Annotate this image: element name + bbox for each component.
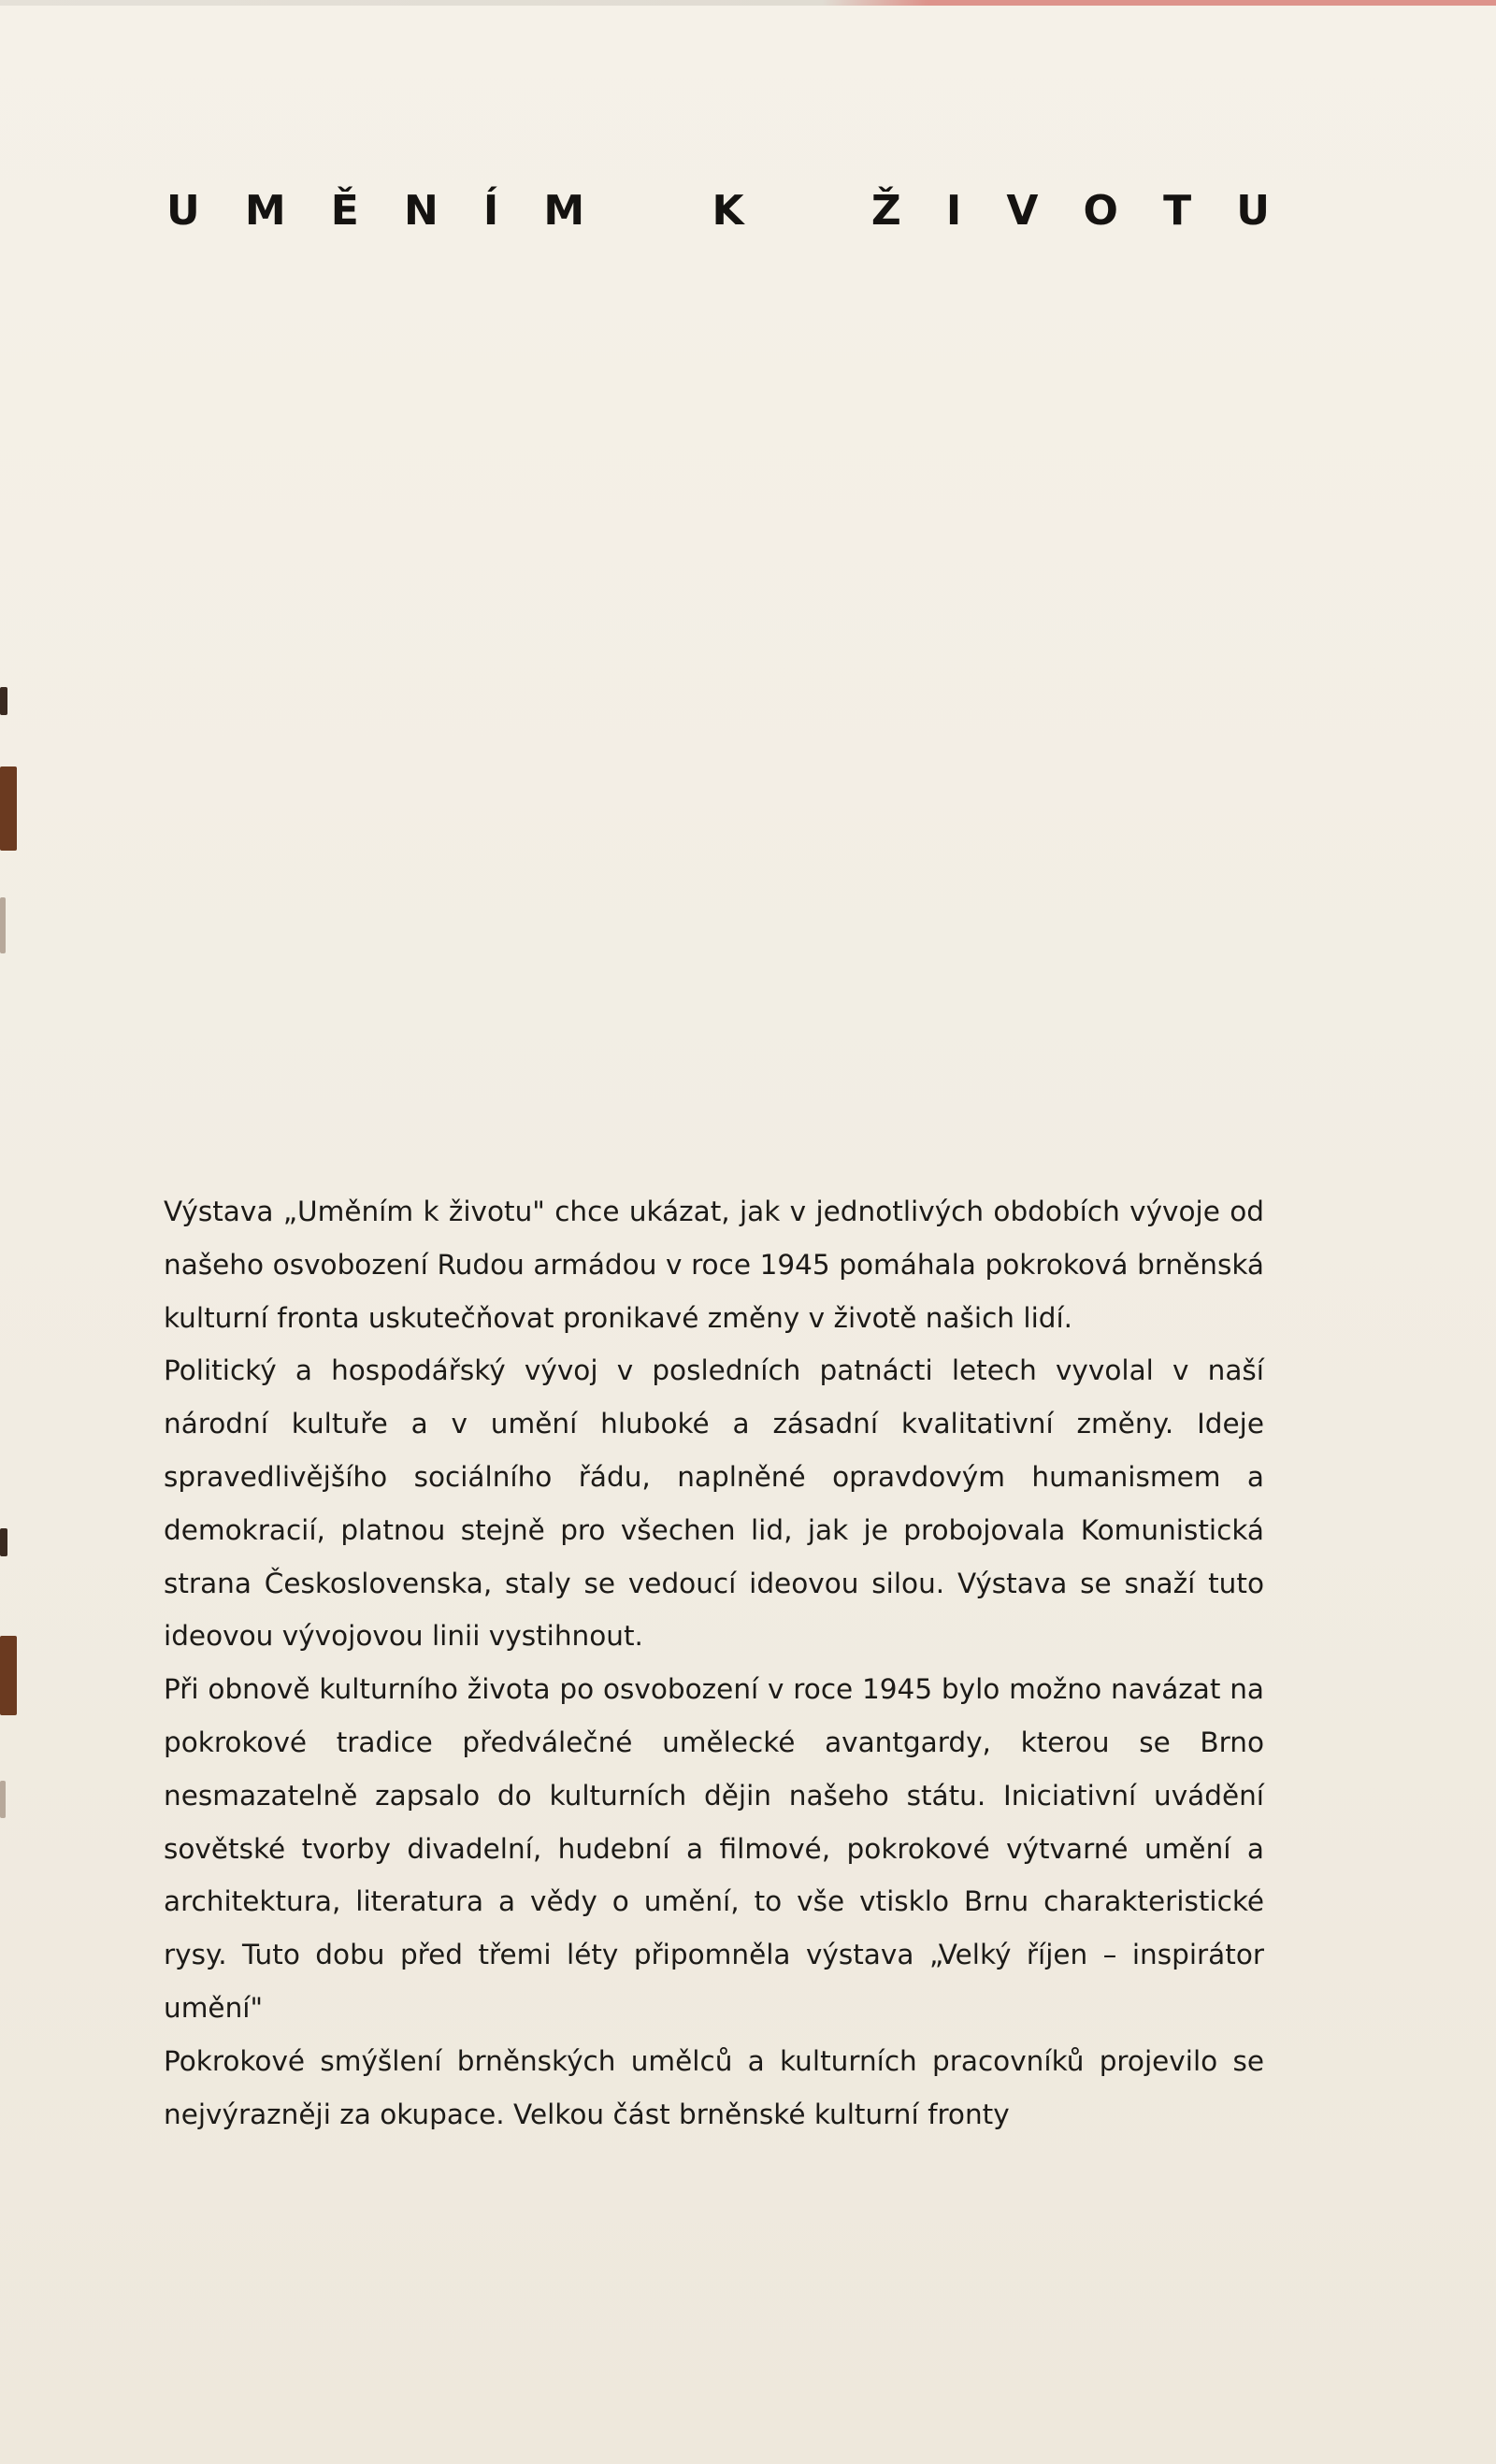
body-text bbox=[164, 1185, 1264, 2141]
title-letter: Ě bbox=[330, 187, 359, 235]
title-word-gap bbox=[629, 187, 667, 235]
title-letter: M bbox=[543, 187, 585, 235]
title-letter: I bbox=[945, 187, 962, 235]
binding-mark-lower-stain bbox=[0, 1636, 17, 1715]
binding-mark-upper bbox=[0, 687, 7, 715]
title-letter: U bbox=[1236, 187, 1270, 235]
paragraph-occupation: Pokrokové smýšlení brněnských umělců a kulturních pracovníků projevilo se nejvýrazněji za okupace. Velkou část brněnské kulturní fronty bbox=[164, 2044, 1264, 2130]
title-letter: U bbox=[166, 187, 200, 235]
binding-mark-lower bbox=[0, 1528, 7, 1556]
title-letter: T bbox=[1163, 187, 1192, 235]
title-letter: K bbox=[712, 187, 744, 235]
title-letter: N bbox=[403, 187, 439, 235]
title-letter: M bbox=[244, 187, 286, 235]
binding-mark-faint-lower bbox=[0, 1781, 6, 1818]
title-letter: V bbox=[1006, 187, 1039, 235]
paragraph-political-development: Politický a hospodářský vývoj v posledních patnácti letech vyvolal v naší národní kultuře a v umění hluboké a zásadní kvalitativní změny. Ideje spravedlivějšího sociálního řádu, naplněné opravdovým humanismem a demokracií, platnou stejně pro všechen lid, jak je probojovala Komunistická strana Československa, staly se vedoucí ideovou silou. Výstava se snaží tuto ideovou vývojovou linii vystihnout. bbox=[164, 1354, 1264, 1653]
page-title bbox=[166, 187, 1270, 235]
title-word-gap bbox=[789, 187, 827, 235]
title-letter: Í bbox=[482, 187, 499, 235]
binding-mark-faint bbox=[0, 897, 6, 953]
binding-mark-upper-stain bbox=[0, 766, 17, 851]
title-letter: Ž bbox=[870, 187, 901, 235]
title-letter: O bbox=[1083, 187, 1118, 235]
paragraph-cultural-renewal: Při obnově kulturního života po osvobození v roce 1945 bylo možno navázat na pokrokové tradice předválečné umělecké avantgardy, kterou se Brno nesmazatelně zapsalo do kulturních dějin našeho státu. Iniciativní uvádění sovětské tvorby divadelní, hudební a filmové, pokrokové výtvarné umění a architektura, literatura a vědy o umění, to vše vtisklo Brnu charakteristické rysy. Tuto dobu před třemi léty připomněla výstava „Velký říjen – inspirátor umění" bbox=[164, 1673, 1264, 2024]
page-top-edge bbox=[0, 0, 1496, 6]
paragraph-intro: Výstava „Uměním k životu" chce ukázat, jak v jednotlivých obdobích vývoje od našeho osvobození Rudou armádou v roce 1945 pomáhala pokroková brněnská kulturní fronta uskutečňovat pronikavé změny v životě našich lidí. bbox=[164, 1196, 1264, 1334]
